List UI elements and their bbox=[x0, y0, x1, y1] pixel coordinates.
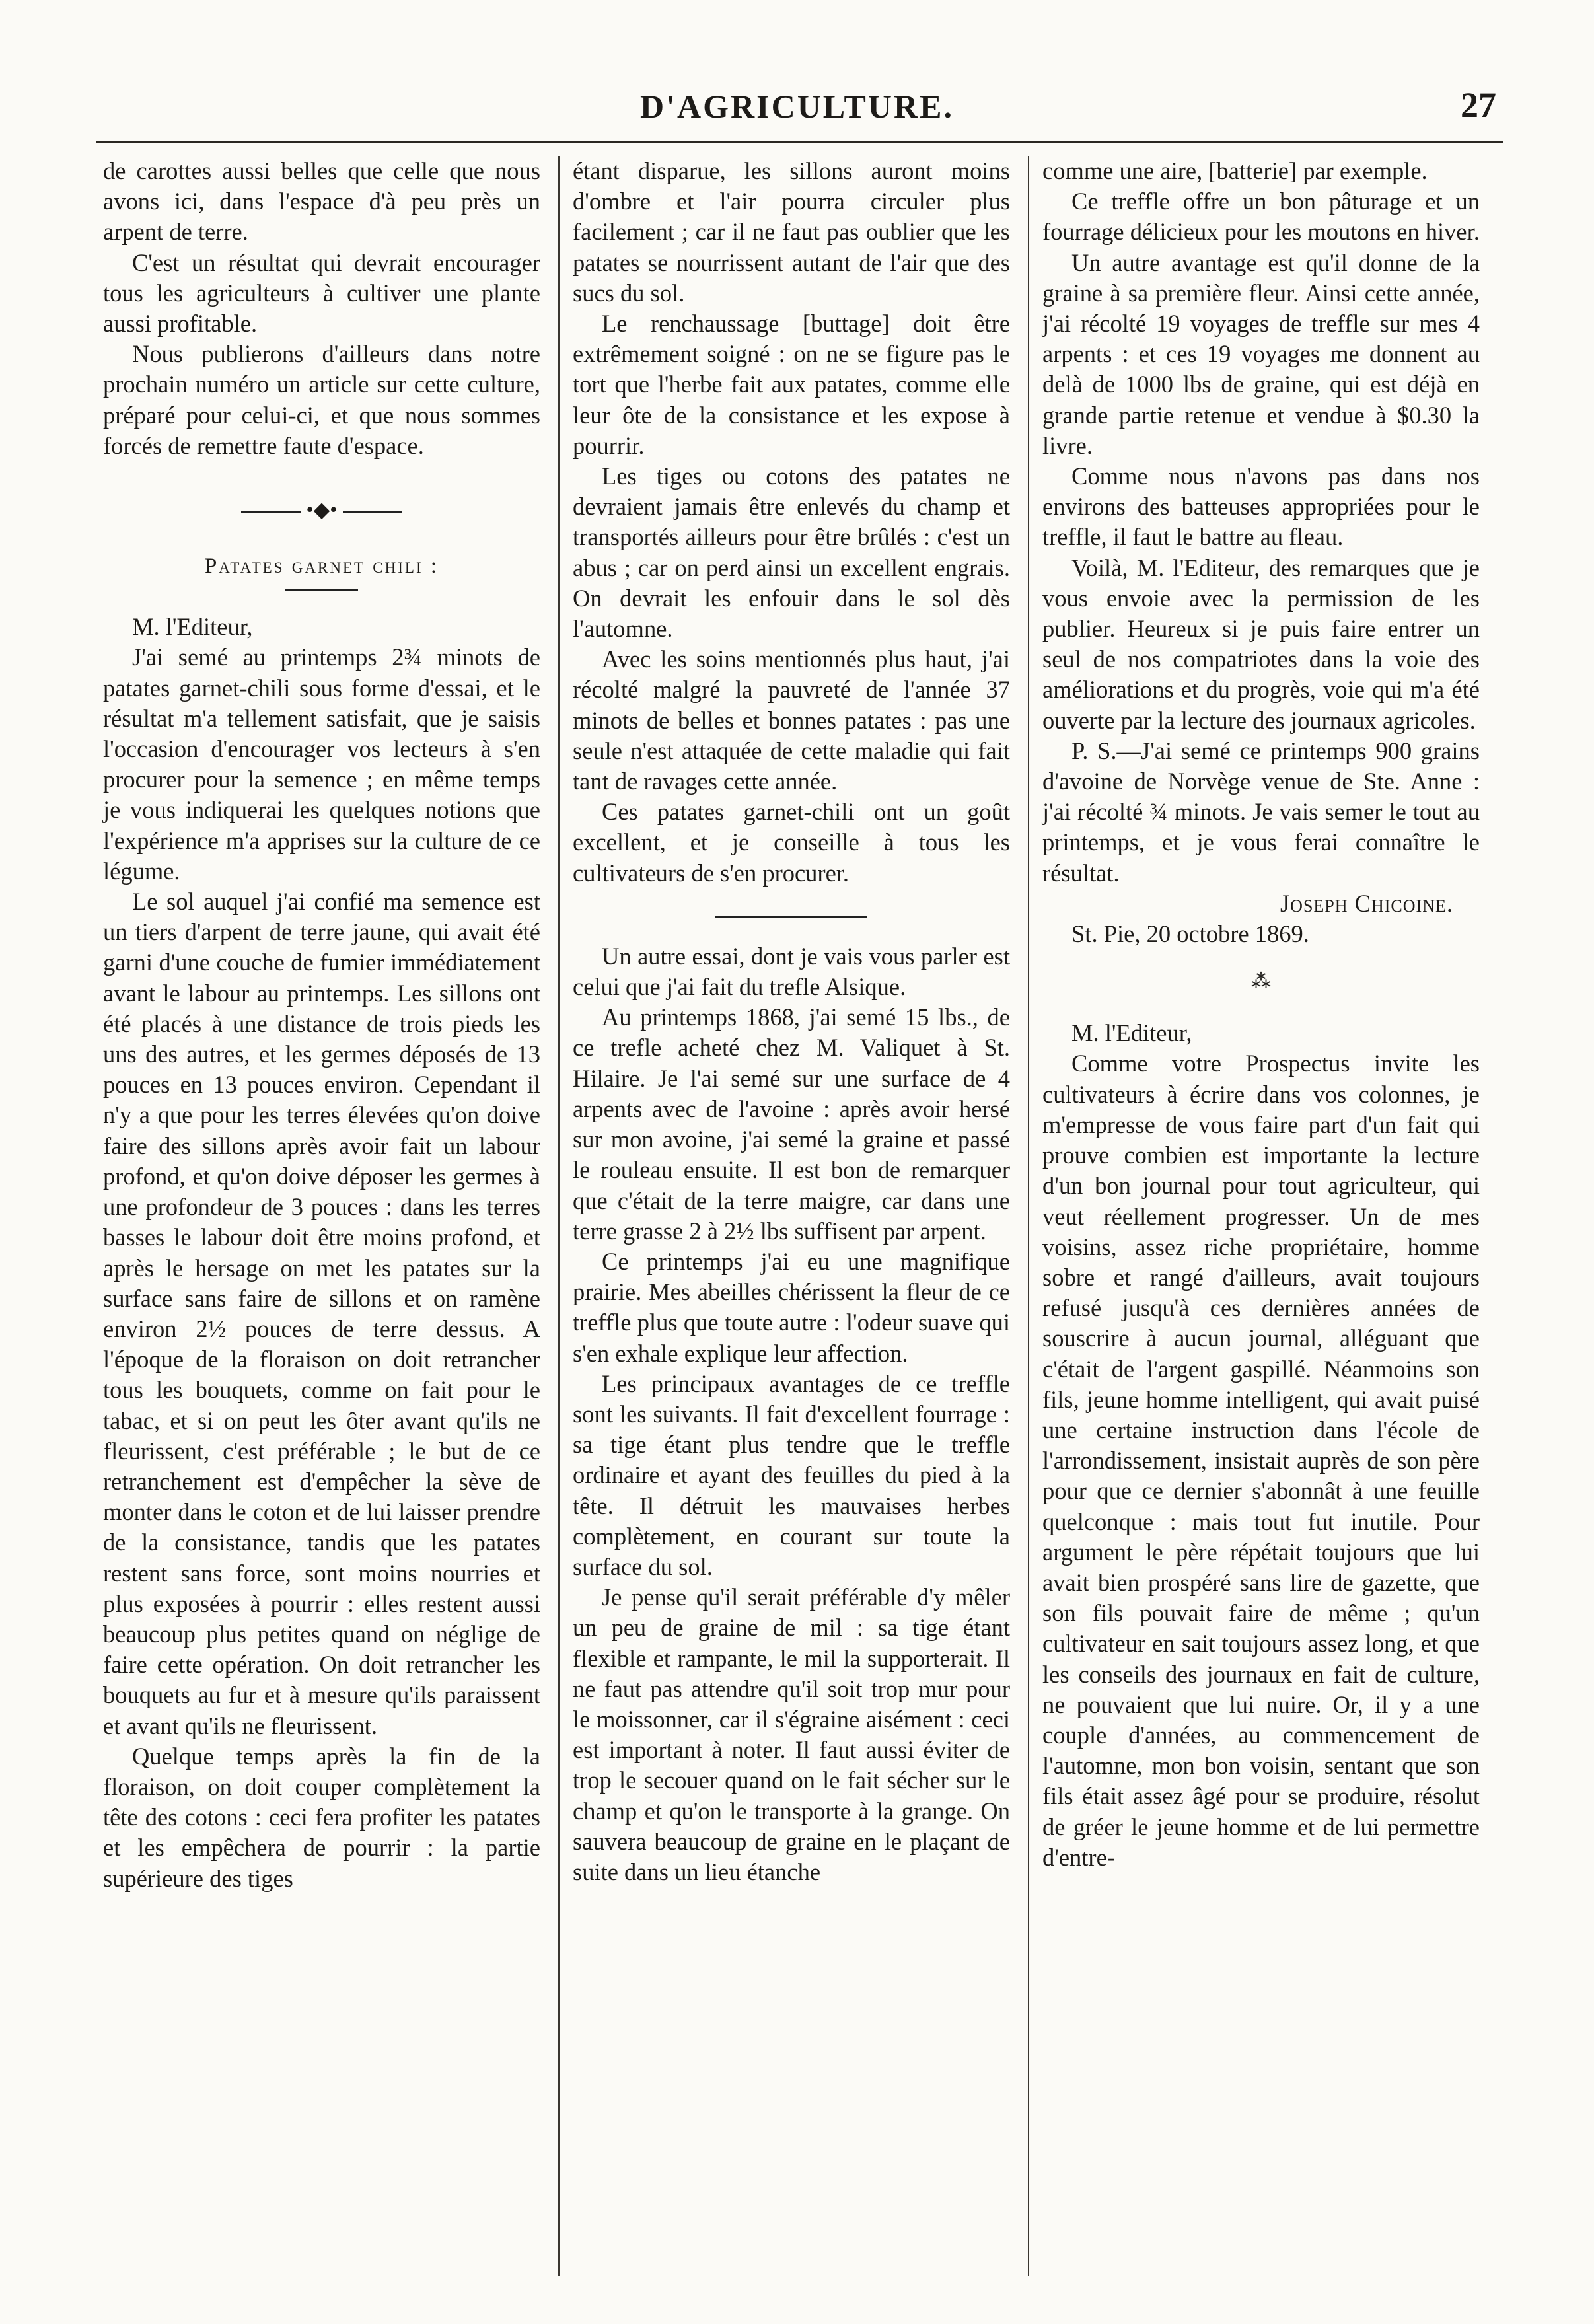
paragraph: Nous publierons d'ailleurs dans notre prochain numéro un article sur cette culture, préparé pour celui-ci, et que nous sommes forcés de remettre faute d'espace. bbox=[103, 340, 540, 459]
paragraph: Un autre avantage est qu'il donne de la graine à sa première fleur. Ainsi cette année, j'ai récolté 19 voyages de treffle sur mes 4 arpents : et ces 19 voyages me donnent au delà de 1000 lbs de graine, qui est déjà en grande partie retenue et vendue à $0.30 la livre. bbox=[1042, 248, 1480, 459]
section-ornament bbox=[103, 494, 540, 525]
paragraph: J'ai semé au printemps 2¾ minots de patates garnet-chili sous forme d'essai, et le résultat m'a tellement satisfait, que je saisis l'occasion d'encourager vos lecteurs à s'en procurer pour la semence ; en même temps je vous indiquerai les quelques notions que l'expérience m'a apprises sur la culture de ce légume. bbox=[103, 643, 540, 885]
ornament-glyph: •◆• bbox=[306, 497, 338, 522]
ornament-line-left bbox=[241, 511, 301, 513]
page-number: 27 bbox=[1461, 85, 1496, 125]
header-rule bbox=[96, 141, 1503, 143]
column-2 bbox=[573, 156, 1010, 1887]
paragraph: Ce treffle offre un bon pâturage et un fourrage délicieux pour les moutons en hiver. bbox=[1042, 188, 1480, 246]
paragraph: Comme votre Prospectus invite les cultivateurs à écrire dans vos colonnes, je m'empresse de vous faire part d'un fait qui prouve combien est importante la lecture d'un bon journal pour tout agriculteur, qui veut réellement progresser. Un de mes voisins, assez riche propriétaire, homme sobre et rangé d'ailleurs, avait toujours refusé jusqu'à ces dernières années de souscrire à aucun journal, alléguant que c'était de l'argent gaspillé. Néanmoins son fils, jeune homme intelligent, qui avait puisé une certaine instruction dans l'école de l'arrondissement, insistait auprès de son père pour que ce dernier s'abonnât à une feuille quelconque : mais tout fut inutile. Pour argument le père répétait toujours que lui avait bien prospéré sans lire de gazette, que son fils pouvait faire de même ; qu'un cultivateur en sait toujours assez long, et que les conseils des journaux en fait de culture, ne pouvaient que lui nuire. Or, il y a une couple d'années, au commencement de l'automne, mon bon voisin, sentant que son fils était assez âgé pour se produire, résolut de gréer le jeune homme et de lui permettre d'entre- bbox=[1042, 1050, 1480, 1871]
running-title: D'AGRICULTURE. bbox=[640, 88, 954, 125]
paragraph: Un autre essai, dont je vais vous parler est celui que j'ai fait du trefle Alsique. bbox=[573, 942, 1010, 1001]
column-rule-left bbox=[558, 156, 560, 2276]
paragraph: Au printemps 1868, j'ai semé 15 lbs., de ce trefle acheté chez M. Valiquet à St. Hilaire. Je l'ai semé sur une surface de 4 arpents avec de l'avoine : après avoir hersé sur mon avoine, j'ai semé la graine et passé le rouleau ensuite. Il est bon de remarquer que c'était de la terre maigre, car dans une terre grasse 2 à 2½ lbs suffisent par arpent. bbox=[573, 1003, 1010, 1245]
paragraph: C'est un résultat qui devrait encourager tous les agriculteurs à cultiver une plante aussi profitable. bbox=[103, 248, 540, 338]
paragraph: comme une aire, [batterie] par exemple. bbox=[1042, 157, 1428, 184]
paragraph: de carottes aussi belles que celle que nous avons ici, dans l'espace d'à peu près un arpent de terre. bbox=[103, 157, 540, 246]
dateline: St. Pie, 20 octobre 1869. bbox=[1071, 920, 1309, 948]
paragraph: Je pense qu'il serait préférable d'y mêler un peu de graine de mil : sa tige étant flexible et rampante, le mil la supporterait. Il ne faut pas attendre qu'il soit trop mur pour le moissonner, car il s'égraine aisément : ceci est important à noter. Il faut aussi éviter de trop le secouer quand on le fait sécher sur le champ et qu'on le transporte à la grange. On sauvera beaucoup de graine en le plaçant de suite dans un lieu étanche bbox=[573, 1583, 1010, 1885]
salutation: M. l'Editeur, bbox=[1071, 1019, 1192, 1047]
paragraph: Comme nous n'avons pas dans nos environs des batteuses appropriées pour le treffle, il faut le battre au fleau. bbox=[1042, 462, 1480, 551]
ornament-line-right bbox=[343, 511, 402, 513]
salutation: M. l'Editeur, bbox=[132, 613, 253, 641]
column-1 bbox=[103, 156, 540, 1894]
paragraph: Les tiges ou cotons des patates ne devraient jamais être enlevés du champ et transportés ailleurs pour être brûlés : c'est un abus ; car on perd ainsi un excellent engrais. On devrait les enfouir dans le sol dès l'automne. bbox=[573, 462, 1010, 643]
paragraph: Quelque temps après la fin de la floraison, on doit couper complètement la tête des cotons : ceci fera profiter les patates et les empêchera de pourrir : la partie supérieure des tiges bbox=[103, 1742, 540, 1892]
paragraph: Avec les soins mentionnés plus haut, j'ai récolté malgré la pauvreté de l'année 37 minots de belles et bonnes patates : pas une seule n'est attaquée de cette maladie qui fait tant de ravages cette année. bbox=[573, 645, 1010, 795]
paragraph: Les principaux avantages de ce treffle sont les suivants. Il fait d'excellent fourrage : sa tige étant plus tendre que le treffle ordinaire et ayant des feuilles du pied à la tête. Il détruit les mauvaises herbes complètement, en courant sur toute la surface du sol. bbox=[573, 1369, 1010, 1580]
paragraph: Le renchaussage [buttage] doit être extrêmement soigné : on ne se figure pas le tort que l'herbe fait aux patates, comme elle leur ôte de la consistance et les expose à pourrir. bbox=[573, 310, 1010, 459]
paragraph: étant disparue, les sillons auront moins d'ombre et l'air pourra circuler plus facilement ; car il ne faut pas oublier que les patates se nourrissent autant de l'air que des sucs du sol. bbox=[573, 157, 1010, 307]
paragraph: Le sol auquel j'ai confié ma semence est un tiers d'arpent de terre jaune, qui avait été garni d'une couche de fumier immédiatement avant le labour au printemps. Les sillons ont été placés à une distance de trois pieds les uns des autres, et les germes déposés de 13 pouces en 13 pouces environ. Cependant il n'y a que pour les terres élevées qu'on doive faire des sillons après avoir fait un labour profond, et qu'on doive déposer les germes à une profondeur de 3 pouces : dans les terres basses le labour doit être moins profond, et après le hersage on met les patates sur la surface sans faire de sillons et on ramène environ 2½ pouces de terre dessus. A l'époque de la floraison on doit retrancher tous les bouquets, comme on fait pour le tabac, et si on peut les ôter avant qu'ils ne fleurissent, c'est préférable ; le but de ce retranchement est d'empêcher la sève de monter dans le coton et de lui laisser prendre de la consistance, tandis que les patates restent sans force, sont moins nourries et plus exposées à pourrir : elles restent aussi beaucoup plus petites quand on néglige de faire cette opération. On doit retrancher les bouquets au fur et à mesure qu'ils paraissent et avant qu'ils ne fleurissent. bbox=[103, 888, 540, 1739]
paragraph: Ces patates garnet-chili ont un goût excellent, et je conseille à tous les cultivateurs de s'en procurer. bbox=[573, 798, 1010, 887]
column-3 bbox=[1042, 156, 1480, 1873]
section-title: Patates garnet chili : bbox=[204, 554, 439, 579]
title-rule bbox=[285, 589, 358, 591]
column-rule-right bbox=[1028, 156, 1029, 2276]
separator-rule bbox=[715, 916, 867, 918]
paragraph: Ce printemps j'ai eu une magnifique prairie. Mes abeilles chérissent la fleur de ce treffle plus que toute autre : l'odeur suave qui s'en exhale explique leur affection. bbox=[573, 1247, 1010, 1367]
signature: Joseph Chicoine. bbox=[1280, 889, 1453, 917]
paragraph: Voilà, M. l'Editeur, des remarques que je vous envoie avec la permission de les publier. Heureux si je puis faire entrer un seul de nos compatriotes dans la voie des améliorations et du progrès, voie qui m'a été ouverte par la lecture des journaux agricoles. bbox=[1042, 554, 1480, 734]
asterism-separator: ⁂ bbox=[1251, 970, 1271, 993]
paragraph: P. S.—J'ai semé ce printemps 900 grains d'avoine de Norvège venue de Ste. Anne : j'ai récolté ¾ minots. Je vais semer le tout au printemps, et je vous ferai connaître le résultat. bbox=[1042, 737, 1480, 887]
